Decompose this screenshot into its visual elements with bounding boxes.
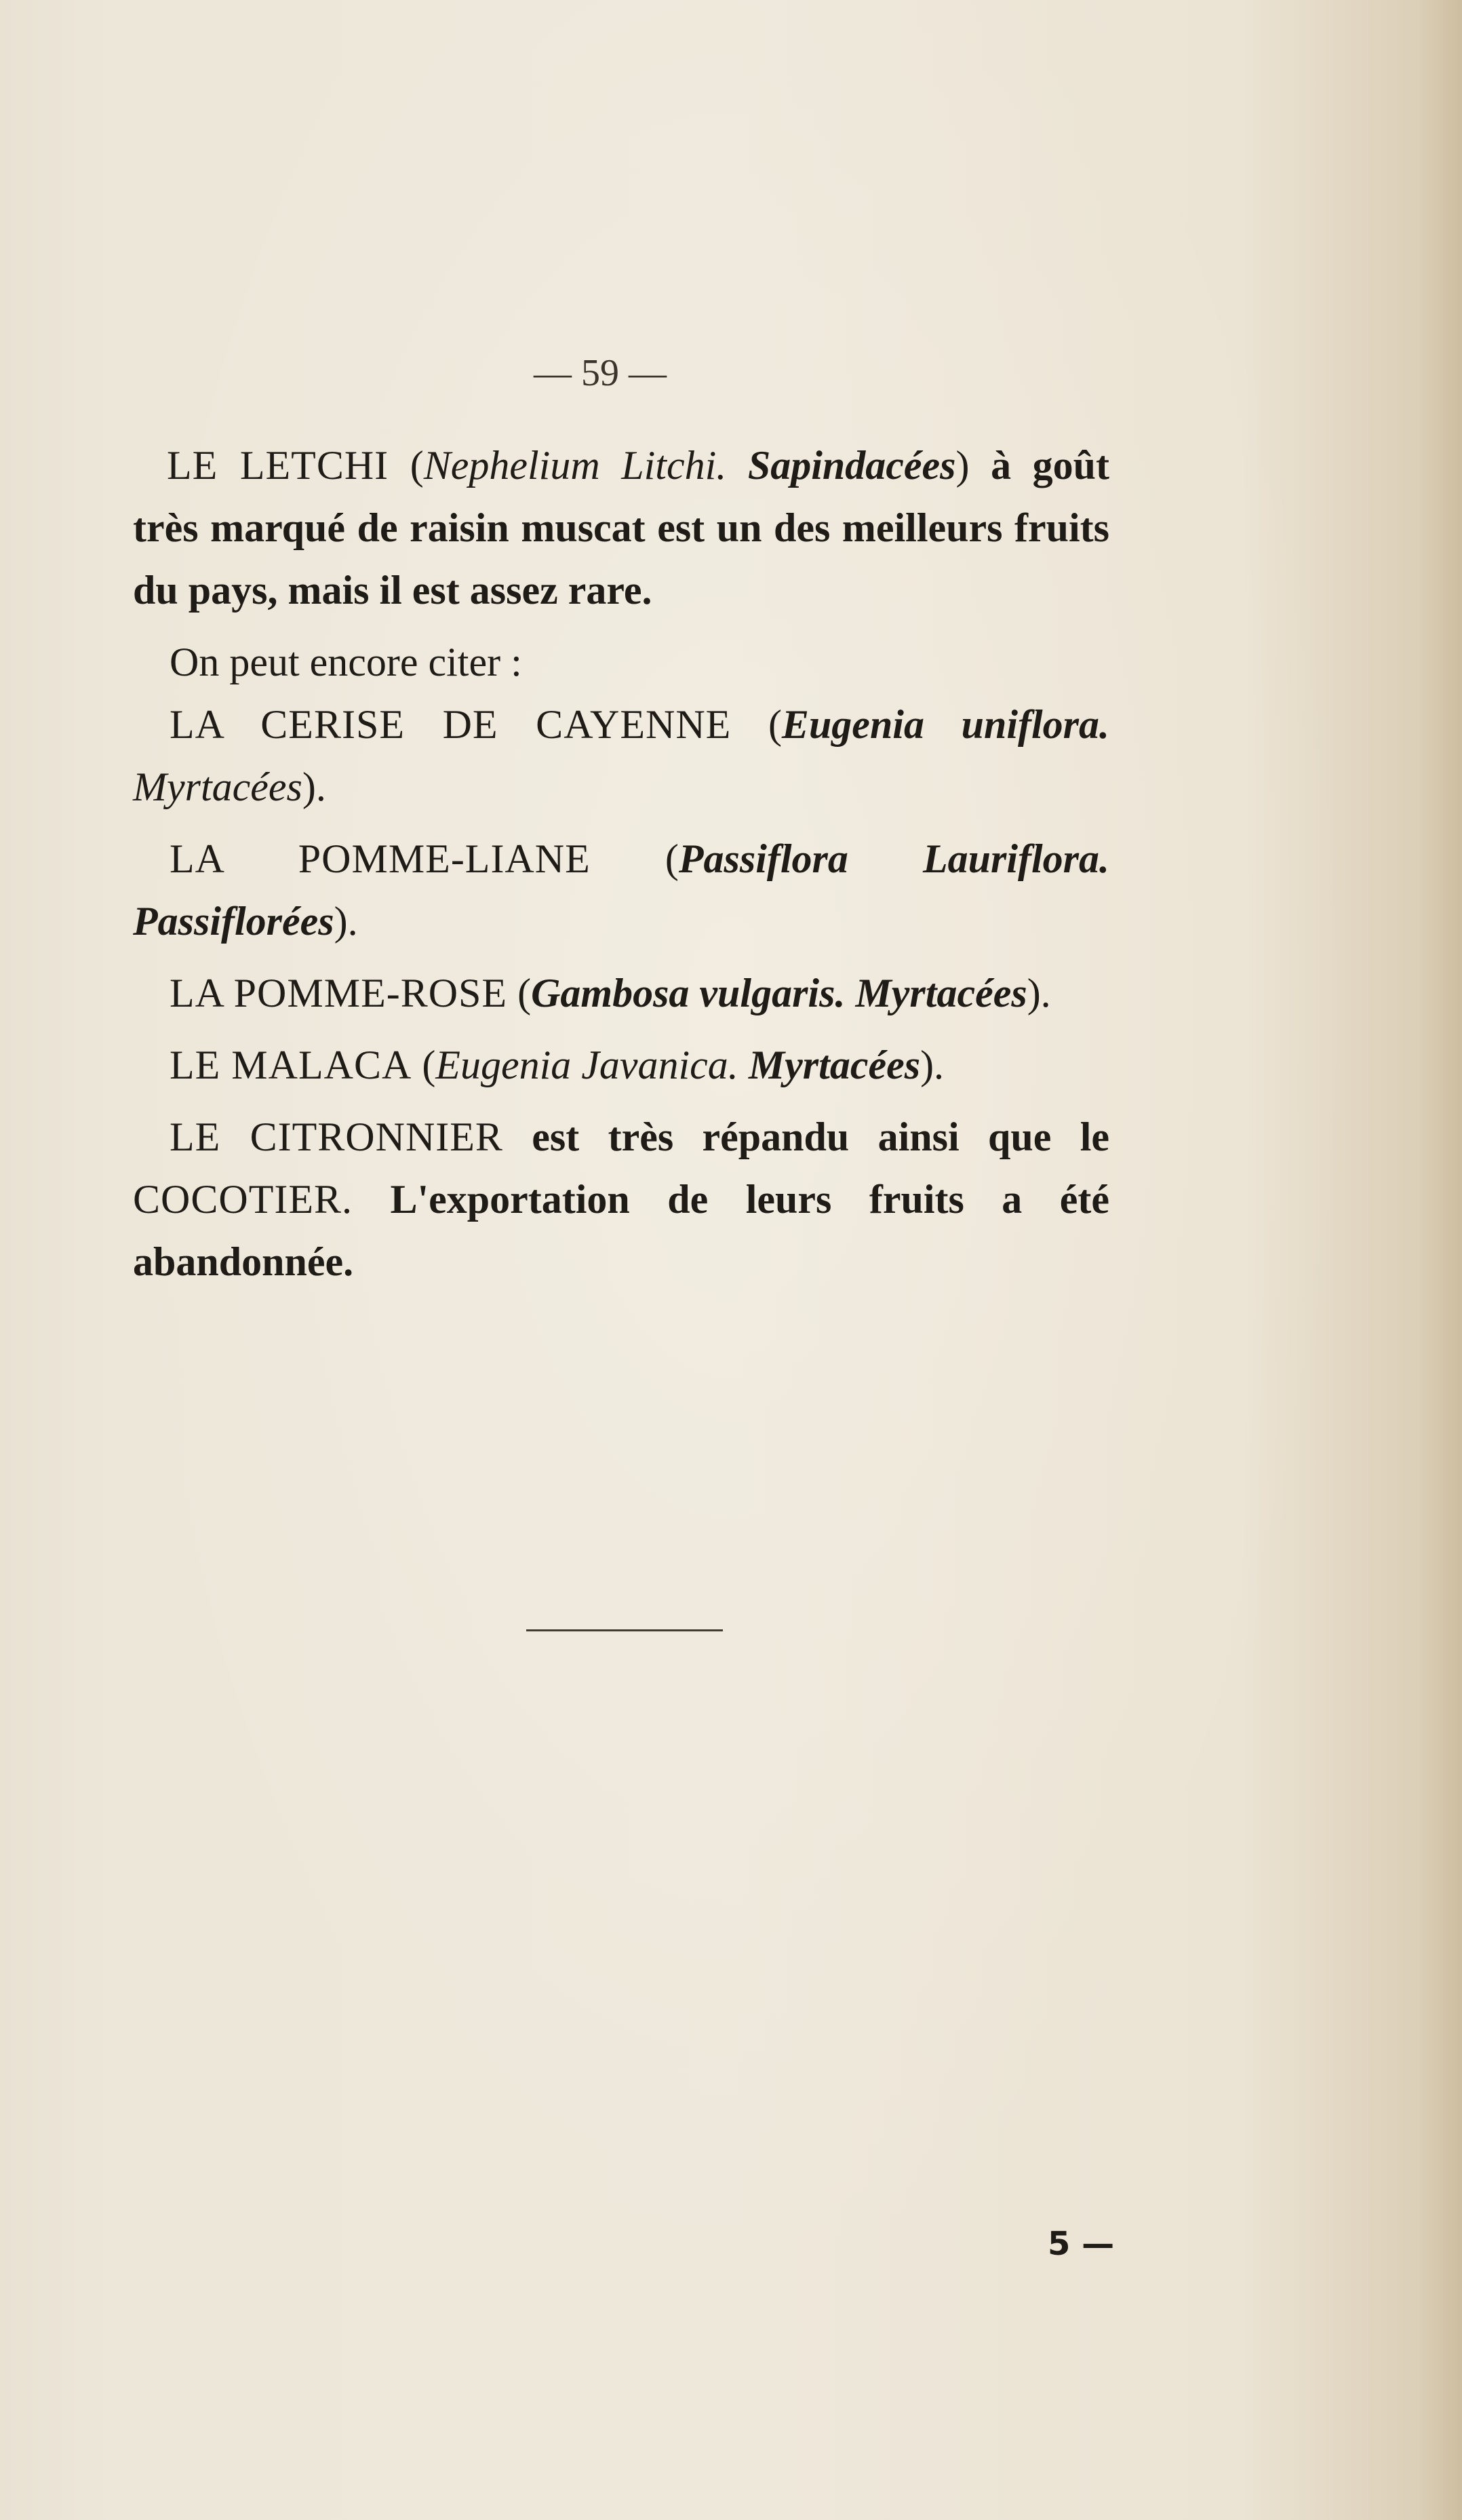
- paren-open: (: [768, 702, 782, 747]
- paragraph-citronnier: [133, 1106, 1109, 1293]
- paren-open: (: [665, 836, 679, 881]
- paragraph-intro: [133, 631, 1109, 693]
- latin-name: Eugenia uniflora.: [781, 702, 1110, 747]
- latin-name: Passiflora Lauriflora.: [678, 836, 1110, 881]
- signature-mark: 5 —: [1048, 2225, 1115, 2263]
- section-divider: [526, 1629, 723, 1631]
- paragraph-cerise: [133, 693, 1109, 818]
- latin-name: Eugenia Javanica.: [435, 1043, 738, 1087]
- latin-name: Nephelium Litchi.: [423, 443, 727, 488]
- paren-close: ): [955, 443, 970, 488]
- body-text: [133, 434, 1109, 1293]
- fruit-name: LE MALACA: [170, 1043, 412, 1087]
- latin-name: Gambosa vulgaris.: [531, 971, 846, 1015]
- description-text: est très répandu ainsi que le: [532, 1114, 1109, 1159]
- paren-close: ).: [920, 1043, 945, 1087]
- paragraph-letchi: [133, 434, 1109, 621]
- paren-open: (: [422, 1043, 436, 1087]
- paren-open: (: [410, 443, 424, 488]
- fruit-name: LE LETCHI: [167, 443, 389, 488]
- paren-close: ).: [302, 764, 326, 809]
- paren-close: ).: [334, 899, 358, 944]
- family-name: Sapindacées: [747, 443, 956, 488]
- description-text: L'exportation de leurs fruits a été abandonnée.: [133, 1177, 1109, 1284]
- description-text: à goût très marqué de raisin muscat est un des meilleurs fruits du pays, mais il est assez rare.: [133, 443, 1110, 613]
- paragraph-malaca: [133, 1034, 1109, 1096]
- paragraph-pomme-liane: [133, 828, 1109, 952]
- family-name: Myrtacées: [855, 971, 1027, 1015]
- intro-text: On peut encore citer :: [170, 640, 522, 684]
- fruit-name: COCOTIER.: [133, 1177, 353, 1222]
- family-name: Myrtacées: [748, 1043, 921, 1087]
- fruit-name: LA POMME-ROSE: [170, 971, 508, 1015]
- fruit-name: LE CITRONNIER: [170, 1114, 503, 1159]
- fruit-name: LA POMME-LIANE: [170, 836, 591, 881]
- fruit-name: LA CERISE DE CAYENNE: [170, 702, 732, 747]
- family-name: Myrtacées: [133, 764, 302, 809]
- paren-open: (: [517, 971, 532, 1015]
- page-number: — 59 —: [534, 352, 667, 394]
- paren-close: ).: [1027, 971, 1051, 1015]
- family-name: Passiflorées: [133, 899, 334, 944]
- paragraph-pomme-rose: [133, 962, 1109, 1024]
